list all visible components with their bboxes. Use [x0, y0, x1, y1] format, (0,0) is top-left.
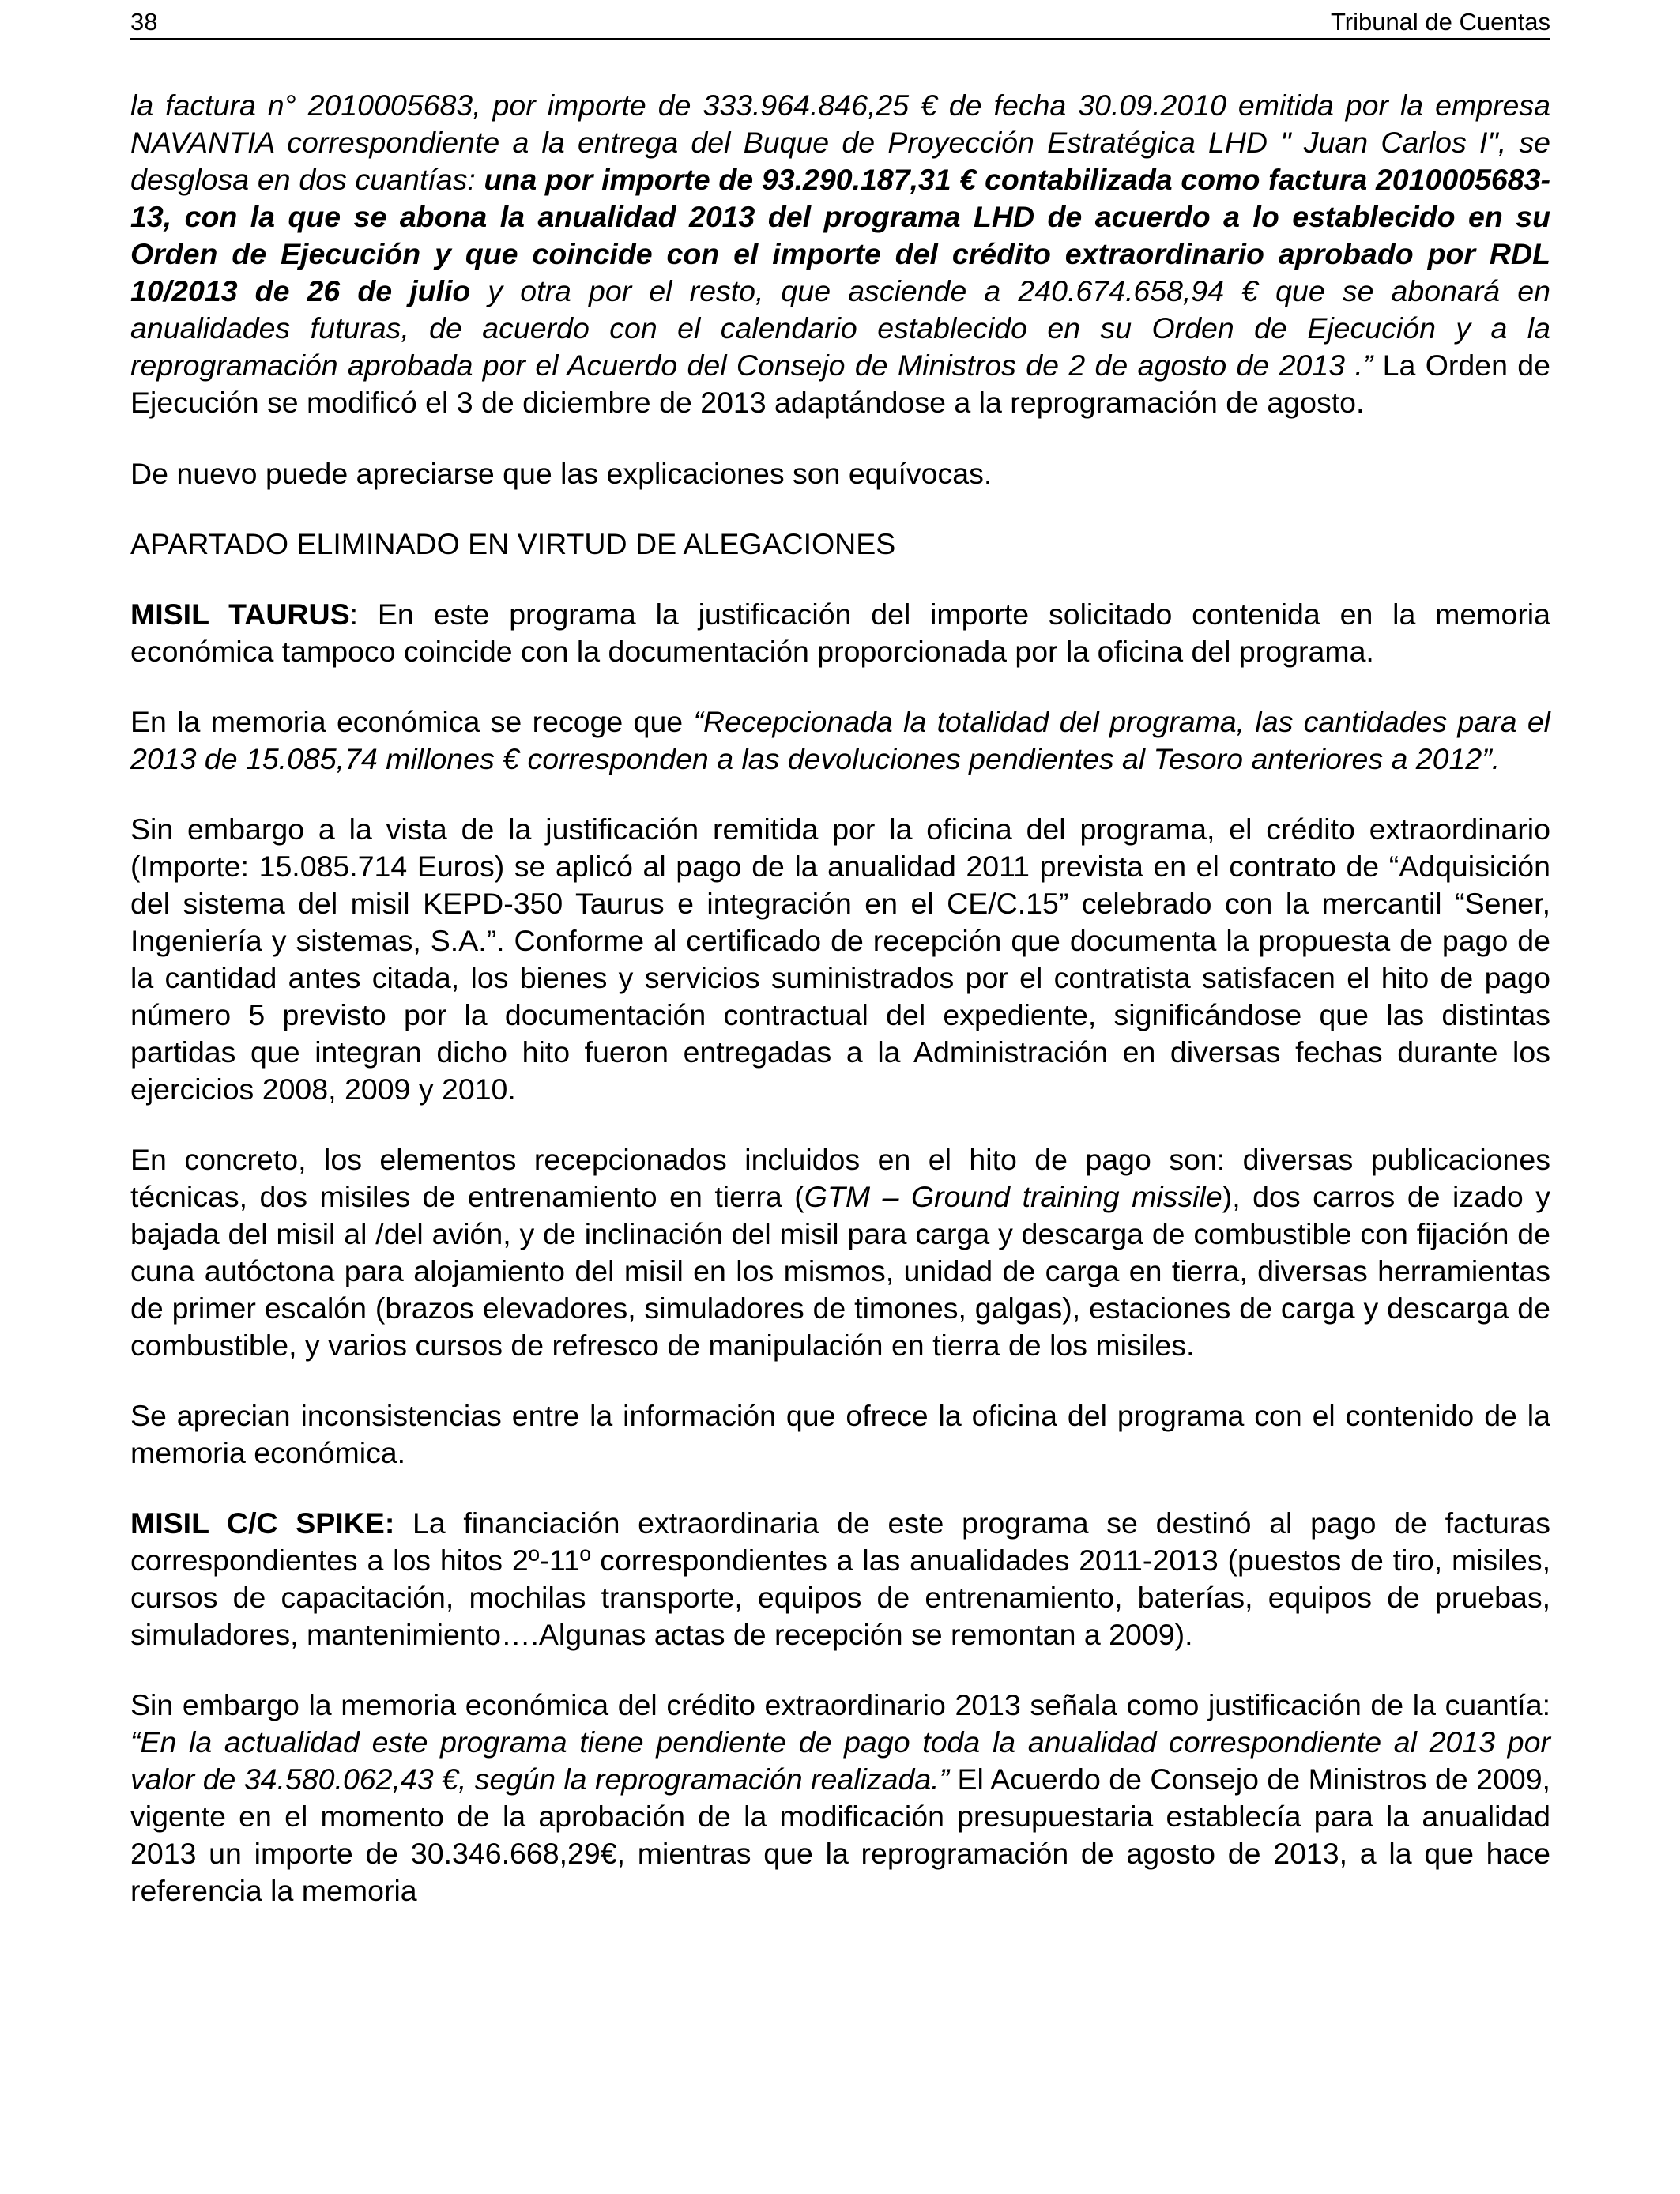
- quote-text: “Recepcionada la totalidad del programa, las cantidades para el 2013 de 15.085,74 millones € corresponden a las devoluciones pendientes al Tesoro anteriores a 2012”.: [130, 705, 1551, 775]
- paragraph-text: En concreto, los elementos recepcionados incluidos en el hito de pago son: diversas publicaciones técnicas, dos misiles de entrenamiento en tierra (: [130, 1143, 1550, 1213]
- paragraph-text: Sin embargo la memoria económica del crédito extraordinario 2013 señala como justificación de la cuantía:: [130, 1688, 1550, 1721]
- paragraph-received-elements: [130, 1141, 1550, 1364]
- section-heading-taurus: MISIL TAURUS: [130, 598, 350, 631]
- paragraph-text: : En este programa la justificación del importe solicitado contenida en la memoria económica tampoco coincide con la documentación proporcionada por la oficina del programa.: [130, 598, 1550, 668]
- paragraph-misil-taurus: [130, 596, 1550, 670]
- quote-text-continued: y otra por el resto, que asciende a 240.674.658,94 € que se abonará en anualidades futuras, de acuerdo con el calendario establecido en su Orden de Ejecución y a la reprogramación aprobada por el Acuerdo del Consejo de Ministros de 2 de agosto de 2013 .”: [130, 274, 1550, 382]
- page-header: [130, 6, 1550, 40]
- page-number: 38: [130, 8, 158, 36]
- quote-text: “En la actualidad este programa tiene pendiente de pago toda la anualidad correspondiente al 2013 por valor de 34.580.062,43 €, según la reprogramación realizada.”: [130, 1725, 1550, 1796]
- paragraph-equivocal: De nuevo puede apreciarse que las explicaciones son equívocas.: [130, 457, 993, 490]
- paragraph-text-continued: El Acuerdo de Consejo de Ministros de 2009, vigente en el momento de la aprobación de la modificación presupuestaria establecía para la anualidad 2013 un importe de 30.346.668,29€, mientras que la reprogramación de agosto de 2013, a la que hace referencia la memoria: [130, 1762, 1550, 1907]
- running-title: Tribunal de Cuentas: [1330, 8, 1550, 36]
- paragraph-text: En la memoria económica se recoge que: [130, 705, 694, 738]
- paragraph-justification-taurus: Sin embargo a la vista de la justificación remitida por la oficina del programa, el crédito extraordinario (Importe: 15.085.714 Euros) se aplicó al pago de la anualidad 2011 prevista en el contrato de “Adquisición del sistema del misil KEPD-350 Taurus e integración en el CE/C.15” celebrado con la mercantil “Sener, Ingeniería y sistemas, S.A.”. Conforme al certificado de recepción que documenta la propuesta de pago de la cantidad antes citada, los bienes y servicios suministrados por el contratista satisfacen el hito de pago número 5 previsto por la documentación contractual del expediente, significándose que las distintas partidas que integran dicho hito fueron entregadas a la Administración en diversas fechas durante los ejercicios 2008, 2009 y 2010.: [130, 812, 1550, 1106]
- term-italic: GTM – Ground training missile: [804, 1180, 1222, 1213]
- paragraph-memoria-spike: [130, 1687, 1550, 1909]
- paragraph-text: La financiación extraordinaria de este programa se destinó al pago de facturas correspondientes a los hitos 2º-11º correspondientes a las anualidades 2011-2013 (puestos de tiro, misiles, cursos de capacitación, mochilas transporte, equipos de entrenamiento, baterías, equipos de pruebas, simuladores, mantenimiento….Algunas actas de recepción se remontan a 2009).: [130, 1506, 1550, 1651]
- paragraph-navantia-invoice: [130, 87, 1550, 421]
- section-heading-spike: MISIL C/C SPIKE:: [130, 1506, 395, 1540]
- quote-text: la factura n° 2010005683, por importe de 333.964.846,25 € de fecha 30.09.2010 emitida por la empresa NAVANTIA correspondiente a la entrega del Buque de Proyección Estratégica LHD " Juan Carlos I", se desglosa en dos cuantías:: [130, 89, 1550, 196]
- paragraph-misil-spike: [130, 1505, 1550, 1653]
- paragraph-text: La Orden de Ejecución se modificó el 3 de diciembre de 2013 adaptándose a la reprogramación de agosto.: [130, 349, 1550, 419]
- quote-emphasis: una por importe de 93.290.187,31 € contabilizada como factura 2010005683-13, con la que se abona la anualidad 2013 del programa LHD de acuerdo a lo establecido en su Orden de Ejecución y que coincide con el importe del crédito extraordinario aprobado por RDL 10/2013 de 26 de julio: [130, 163, 1550, 307]
- document-body: [130, 87, 1550, 1943]
- paragraph-removed-section: APARTADO ELIMINADO EN VIRTUD DE ALEGACIONES: [130, 527, 896, 560]
- paragraph-memoria-taurus: [130, 703, 1550, 778]
- paragraph-text-continued: ), dos carros de izado y bajada del misil al /del avión, y de inclinación del misil para carga y descarga de combustible con fijación de cuna autóctona para alojamiento del misil en los mismos, unidad de carga en tierra, diversas herramientas de primer escalón (brazos elevadores, simuladores de timones, galgas), estaciones de carga y descarga de combustible, y varios cursos de refresco de manipulación en tierra de los misiles.: [130, 1180, 1550, 1362]
- paragraph-inconsistencies: Se aprecian inconsistencias entre la información que ofrece la oficina del programa con el contenido de la memoria económica.: [130, 1399, 1550, 1469]
